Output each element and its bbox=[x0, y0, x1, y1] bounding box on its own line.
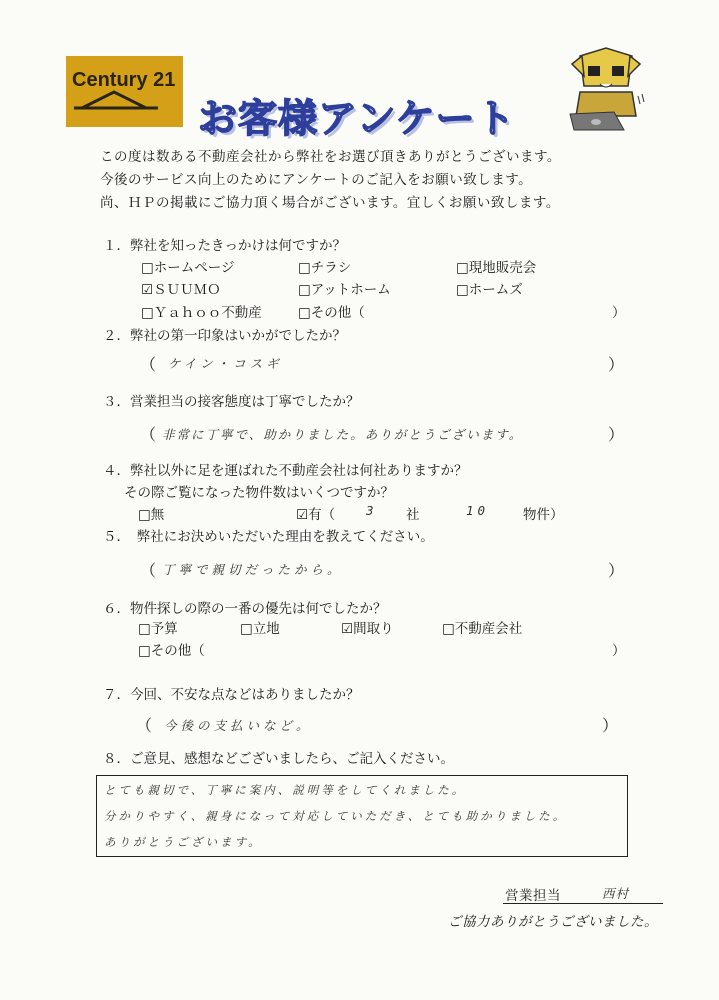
q1-option-homepage[interactable]: □ホームページ bbox=[141, 260, 235, 276]
century21-logo bbox=[66, 56, 183, 127]
q2-label: ２．弊社の第一印象はいかがでしたか？ bbox=[103, 328, 346, 344]
q8-label: ８．ご意見、感想などございましたら、ご記入ください。 bbox=[103, 751, 454, 767]
q6-option-layout[interactable]: ☑間取り bbox=[341, 621, 394, 637]
q1-option-homes[interactable]: □ホームズ bbox=[456, 282, 523, 298]
q8-line-3: ありがとうございます。 bbox=[104, 835, 263, 849]
q6-option-budget[interactable]: □予算 bbox=[138, 621, 178, 637]
q7-answer[interactable]: 今後の支払いなど。 bbox=[164, 718, 313, 733]
intro-line-2: 今後のサービス向上のためにアンケートのご記入をお願い致します。 bbox=[100, 172, 533, 188]
q3-close-paren: ） bbox=[608, 425, 625, 444]
q6-other-close-paren: ） bbox=[612, 643, 626, 659]
intro-line-3: 尚、ＨＰの掲載にご協力頂く場合がございます。宜しくお願い致します。 bbox=[100, 195, 560, 211]
q4-companies-count[interactable]: 3 bbox=[366, 503, 378, 518]
staff-name: 西村 bbox=[602, 886, 630, 901]
staff-label: 営業担当 bbox=[505, 888, 561, 904]
q4-option-none[interactable]: □無 bbox=[138, 507, 165, 523]
q8-line-1: とても親切で、丁寧に案内、説明等をしてくれました。 bbox=[104, 783, 467, 797]
q5-close-paren: ） bbox=[608, 561, 625, 580]
q3-answer[interactable]: 非常に丁寧で、助かりました。ありがとうございます。 bbox=[162, 427, 524, 442]
q7-open-paren: （ bbox=[136, 716, 153, 735]
mascot-illustration bbox=[566, 46, 646, 132]
q1-option-flyer[interactable]: □チラシ bbox=[298, 260, 352, 276]
q2-close-paren: ） bbox=[608, 355, 625, 374]
q4-property-unit: 物件） bbox=[523, 507, 564, 523]
q1-other-close-paren: ） bbox=[612, 305, 626, 321]
q4-properties-count[interactable]: 10 bbox=[466, 503, 490, 518]
q2-answer[interactable]: ケイン・コスギ bbox=[168, 356, 283, 371]
q7-label: ７．今回、不安な点などはありましたか？ bbox=[103, 687, 360, 703]
q7-close-paren: ） bbox=[602, 716, 619, 735]
q1-option-suumo[interactable]: ☑ＳＵＵＭＯ bbox=[141, 282, 221, 298]
q1-option-other[interactable]: □その他（ bbox=[298, 305, 365, 321]
thank-you-message: ご協力ありがとうございました。 bbox=[448, 914, 658, 930]
intro-line-1: この度は数ある不動産会社から弊社をお選び頂きありがとうございます。 bbox=[100, 149, 561, 165]
q6-option-other[interactable]: □その他（ bbox=[138, 643, 205, 659]
q2-open-paren: （ bbox=[140, 355, 157, 374]
page-title: お客様アンケート bbox=[198, 97, 516, 142]
q4-option-yes[interactable]: ☑有（ bbox=[296, 507, 336, 523]
q4-company-unit: 社 bbox=[406, 507, 420, 523]
q5-label: ５． 弊社にお決めいただいた理由を教えてください。 bbox=[103, 529, 434, 545]
q8-line-2: 分かりやすく、親身になって対応していただき、とても助かりました。 bbox=[104, 809, 568, 823]
q6-label: ６．物件探しの際の一番の優先は何でしたか？ bbox=[103, 601, 387, 617]
q6-option-location[interactable]: □立地 bbox=[240, 621, 280, 637]
q1-option-open-house[interactable]: □現地販売会 bbox=[456, 260, 537, 276]
q5-answer[interactable]: 丁寧で親切だったから。 bbox=[162, 562, 344, 577]
q3-open-paren: （ bbox=[140, 425, 157, 444]
q1-label: １．弊社を知ったきっかけは何ですか？ bbox=[103, 238, 346, 254]
q5-open-paren: （ bbox=[140, 561, 157, 580]
logo-text: Century 21 bbox=[72, 69, 176, 91]
q6-option-agency[interactable]: □不動産会社 bbox=[442, 621, 523, 637]
q4-label: ４．弊社以外に足を運ばれた不動産会社は何社ありますか？ bbox=[103, 463, 468, 479]
q1-option-yahoo[interactable]: □Ｙａｈｏｏ不動産 bbox=[141, 305, 262, 321]
q3-label: ３．営業担当の接客態度は丁寧でしたか？ bbox=[103, 394, 360, 410]
q4-label-2: その際ご覧になった物件数はいくつですか？ bbox=[124, 485, 394, 501]
q1-option-athome[interactable]: □アットホーム bbox=[298, 282, 391, 298]
